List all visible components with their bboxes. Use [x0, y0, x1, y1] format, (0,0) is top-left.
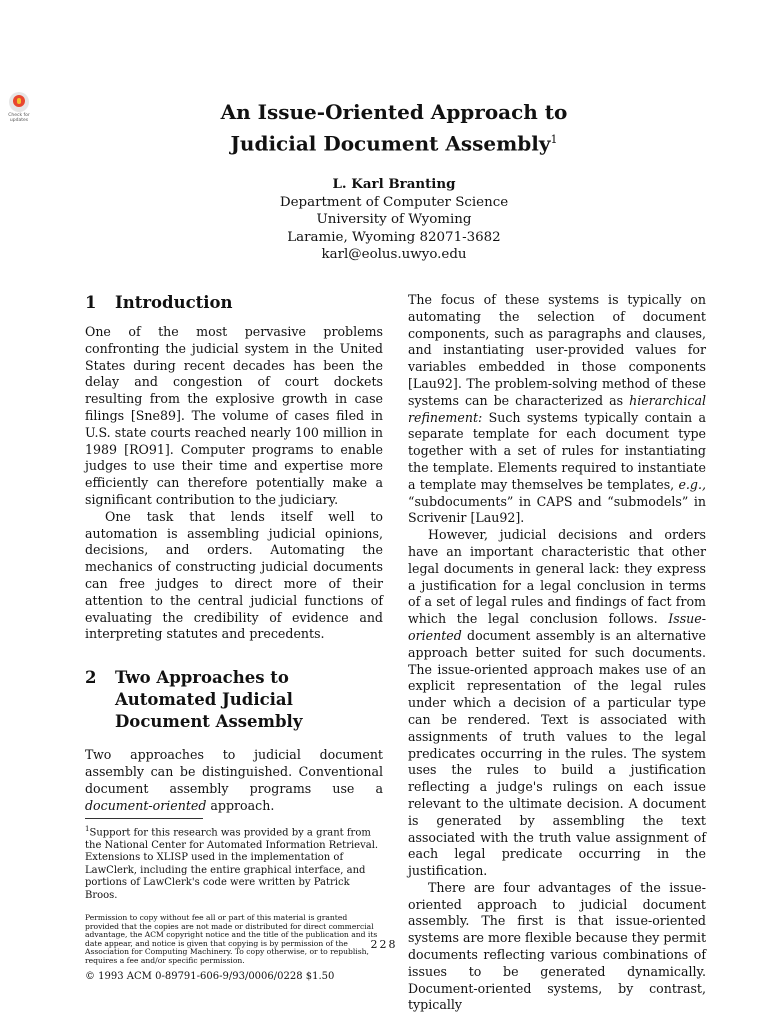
paragraph: One of the most pervasive problems confronting the judicial system in the United States during recent decades has been the delay and congestion of court dockets resulting from the explosive growth in case filings [Sne89]. The volume of cases filed in U.S. state courts reached nearly 100 million in 1989 [RO91]. Computer programs to enable judges to use their time and expertise more efficiently can therefore potentially make a significant contribution to the judiciary. [85, 324, 383, 507]
page-number: 228 [370, 938, 398, 951]
author-address: Laramie, Wyoming 82071-3682 [287, 229, 501, 245]
section-heading-two-approaches [85, 667, 383, 733]
author-name: L. Karl Branting [332, 176, 456, 192]
badge-label-line1: Check for [8, 113, 30, 118]
paragraph: However, judicial decisions and orders have an important characteristic that other legal documents in general lack: they express a justification for a legal conclusion in terms of a set of legal rules and findings of fact from which the legal conclusion follows. Issue-oriented document assembly is an alternative approach better suited for such documents. The issue-oriented approach makes use of an explicit representation of the legal rules under which a decision of a particular type can be rendered. Text is associated with assignments of truth values to the legal predicates occurring in the rules. The system uses the rules to build a justification reflecting a judge's rulings on each issue relevant to the ultimate decision. A document is generated by assembling the text associated with the truth value assignment of each legal predicate occurring in the justification. [408, 527, 706, 879]
paragraph: One task that lends itself well to automation is assembling judicial opinions, decisions, and orders. Automating the mechanics of constructing judicial documents can free judges to direct more of their attention to the central judicial functions of evaluating the credibility of evidence and interpreting statutes and precedents. [85, 508, 383, 642]
footnote-divider [85, 818, 203, 819]
left-column [85, 292, 383, 983]
author-university: University of Wyoming [316, 212, 472, 227]
author-department: Department of Computer Science [279, 194, 509, 210]
section-heading-introduction [85, 292, 383, 314]
author-block [0, 176, 768, 264]
section-title: Two Approaches to Automated Judicial Document Assembly [115, 668, 303, 732]
footnote-text: Support for this research was provided by a grant from the National Center for Automated Information Retrieval. Extensions to XLISP used in the implementation of LawClerk, including the entire graphical interface, and portions of LawClerk's code were written by Patrick Broos. [85, 827, 379, 901]
paragraph: The focus of these systems is typically on automating the selection of document components, such as paragraphs and clauses, and instantiating user-provided values for variables embedded in those components [Lau92]. The problem-solving method of these systems can be characterized as hierarchical refinement: Such systems typically contain a separate template for each document type together with a set of rules for instantiating the template. Elements required to instantiate a template may themselves be templates, e.g., “subdocuments” in CAPS and “submodels” in Scrivenir [Lau92]. [408, 292, 706, 526]
title-footnote-mark: 1 [550, 133, 558, 146]
right-column [408, 292, 706, 1014]
title-line1: An Issue-Oriented Approach to [220, 100, 568, 124]
copyright-line: © 1993 ACM 0-89791-606-9/93/0006/0228 $1.50 [85, 970, 335, 982]
section-number: 1 [85, 293, 97, 312]
section-number: 2 [85, 668, 97, 688]
permission-notice: Permission to copy without fee all or part of this material is granted provided that the copies are not made or distributed for direct commercial advantage, the ACM copyright notice and the title of the publication and its date appear, and notice is given that copying is by permission of the Association for Computing Machinery. To copy otherwise, or to republish, requires a fee and/or specific permission. [85, 913, 378, 966]
title-line2: Judicial Document Assembly [230, 131, 551, 156]
paragraph: There are four advantages of the issue-oriented approach to judicial document assembly. The first is that issue-oriented systems are more flexible because they permit documents reflecting various combinations of issues to be generated dynamically. Document-oriented systems, by contrast, typically [408, 879, 706, 1013]
footnote [85, 823, 383, 902]
badge-label-line2: updates [9, 118, 29, 123]
footnote-mark: 1 [85, 825, 90, 834]
paper-title [0, 98, 768, 158]
section-title: Introduction [115, 293, 233, 312]
paragraph: Two approaches to judicial document assembly can be distinguished. Conventional document assembly programs use a document-oriented approach. [85, 747, 383, 813]
author-email: karl@eolus.uwyo.edu [321, 247, 467, 262]
